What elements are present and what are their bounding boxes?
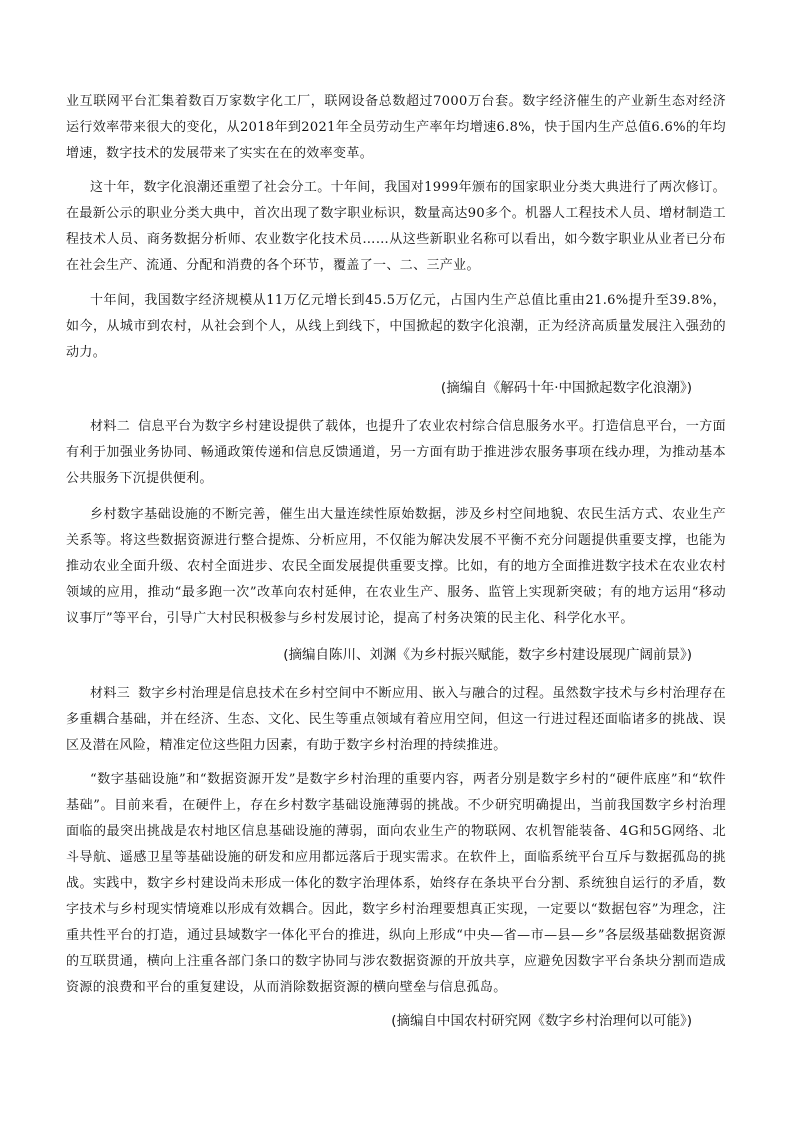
material3-paragraph-1-text: 数字乡村治理是信息技术在乡村空间中不断应用、嵌入与融合的过程。虽然数字技术与乡村治理存在多重耦合基础，并在经济、生态、文化、民生等重点领域有着应用空间，但这一行进过程还面临诸多的挑战、误区及潜在风险，精准定位这些阻力因素，有助于数字乡村治理的持续推进。 [66, 686, 726, 753]
material3-paragraph-2: “数字基础设施”和“数据资源开发”是数字乡村治理的重要内容，两者分别是数字乡村的“硬件底座”和“软件基础”。目前来看，在硬件上，存在乡村数字基础设施薄弱的挑战。不少研究明确提出，当前我国数字乡村治理面临的最突出挑战是农村地区信息基础设施的薄弱，面向农业生产的物联网、农机智能装备、4G和5G网络、北斗导航、遥感卫星等基础设施的研发和应用都远落后于现实需求。在软件上，面临系统平台互斥与数据孤岛的挑战。实践中，数字乡村建设尚未形成一体化的数字治理体系，始终存在条块平台分割、系统独自运行的矛盾，数字技术与乡村现实情境难以形成有效耦合。因此，数字乡村治理要想真正实现，一定要以“数据包容”为理念，注重共性平台的打造，通过县域数字一体化平台的推进，纵向上形成“中央—省—市—县—乡”各层级基础数据资源的互联贯通，横向上注重各部门条口的数字协同与涉农数据资源的开放共享，应避免因数字平台条块分割而造成资源的浪费和平台的重复建设，从而消除数据资源的横向壁垒与信息孤岛。 [66, 772, 726, 995]
material1-paragraph-1: 业互联网平台汇集着数百万家数字化工厂，联网设备总数超过7000万台套。数字经济催生的产业新生态对经济运行效率带来很大的变化，从2018年到2021年全员劳动生产率年均增速6.8%，快于国内生产总值6.6%的年均增速，数字技术的发展带来了实实在在的效率变革。 [66, 94, 726, 161]
material2-paragraph-1-text: 信息平台为数字乡村建设提供了载体，也提升了农业农村综合信息服务水平。打造信息平台，一方面有利于加强业务协同、畅通政策传递和信息反馈通道，另一方面有助于推进涉农服务事项在线办理，为推动基本公共服务下沉提供便利。 [66, 419, 726, 486]
material1-source: (摘编自《解码十年·中国掀起数字化浪潮》) [440, 380, 692, 396]
material3-label: 材料三 [90, 686, 131, 701]
material1-paragraph-2: 这十年，数字化浪潮还重塑了社会分工。十年间，我国对1999年颁布的国家职业分类大典进行了两次修订。在最新公示的职业分类大典中，首次出现了数字职业标识，数量高达90多个。机器人工程技术人员、增材制造工程技术人员、商务数据分析师、农业数字化技术员……从这些新职业名称可以看出，如今数字职业从业者已分布在社会生产、流通、分配和消费的各个环节，覆盖了一、二、三产业。 [66, 180, 726, 273]
material2-paragraph-2: 乡村数字基础设施的不断完善，催生出大量连续性原始数据，涉及乡村空间地貌、农民生活方式、农业生产关系等。将这些数据资源进行整合提炼、分析应用，不仅能为解决发展不平衡不充分问题提供重要支撑，也能为推动农业全面升级、农村全面进步、农民全面发展提供重要支撑。比如，有的地方全面推进数字技术在农业农村领域的应用，推动“最多跑一次”改革向农村延伸，在农业生产、服务、监管上实现新突破；有的地方运用“移动议事厅”等平台，引导广大村民积极参与乡村发展讨论，提高了村务决策的民主化、科学化水平。 [66, 507, 726, 626]
material3-source: (摘编自中国农村研究网《数字乡村治理何以可能》) [391, 1013, 692, 1029]
material1-paragraph-3: 十年间，我国数字经济规模从11万亿元增长到45.5万亿元，占国内生产总值比重由21.6%提升至39.8%，如今，从城市到农村，从社会到个人，从线上到线下，中国掀起的数字化浪潮，正为经济高质量发展注入强劲的动力。 [66, 293, 726, 360]
material2-source: (摘编自陈川、刘渊《为乡村振兴赋能，数字乡村建设展现广阔前景》) [283, 647, 692, 663]
material3-paragraph-1 [66, 681, 726, 759]
material2-paragraph-1 [66, 414, 726, 492]
material2-label: 材料二 [90, 419, 131, 434]
